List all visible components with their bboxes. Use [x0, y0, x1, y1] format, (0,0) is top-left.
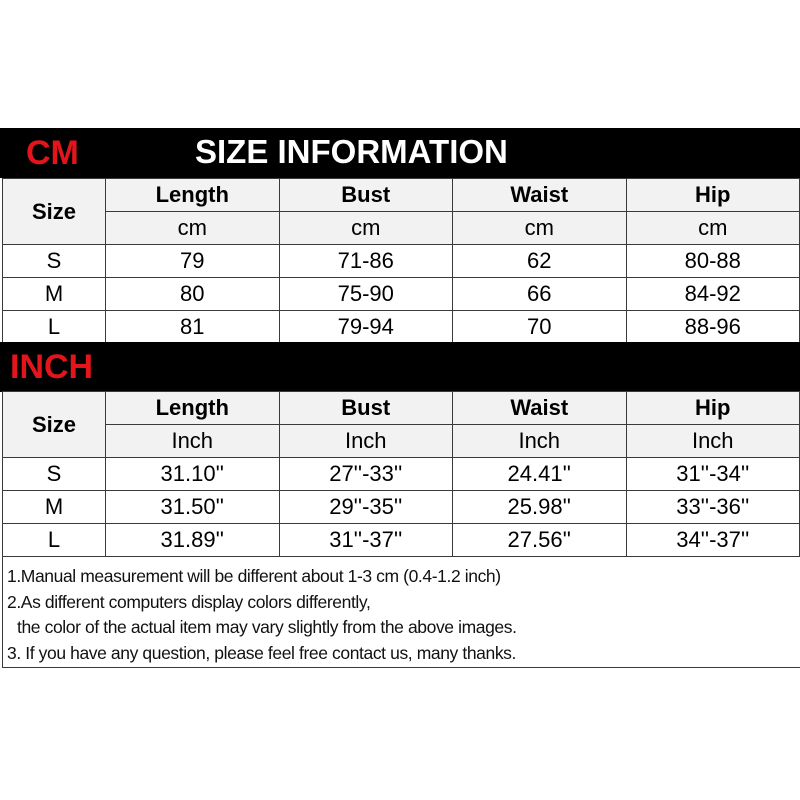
table-unit-row — [3, 212, 800, 245]
size-column-header: Size — [3, 179, 106, 245]
column-header-bust: Bust — [279, 179, 453, 212]
hip-cell: 80-88 — [626, 245, 800, 278]
size-cell: S — [3, 245, 106, 278]
size-cell: M — [3, 491, 106, 524]
table-row — [3, 491, 800, 524]
length-cell: 81 — [106, 311, 280, 344]
bust-cell: 29''-35'' — [279, 491, 453, 524]
bust-cell: 75-90 — [279, 278, 453, 311]
unit-cell: Inch — [106, 425, 280, 458]
table-row — [3, 524, 800, 557]
notes-box — [2, 556, 800, 668]
inch-section-banner — [0, 342, 800, 392]
column-header-waist: Waist — [453, 179, 627, 212]
length-cell: 31.10'' — [106, 458, 280, 491]
length-cell: 31.89'' — [106, 524, 280, 557]
hip-cell: 31''-34'' — [626, 458, 800, 491]
waist-cell: 27.56'' — [453, 524, 627, 557]
size-column-header: Size — [3, 392, 106, 458]
table-header-row — [3, 179, 800, 212]
column-header-hip: Hip — [626, 179, 800, 212]
inch-unit-label: INCH — [10, 348, 94, 386]
bust-cell: 71-86 — [279, 245, 453, 278]
waist-cell: 66 — [453, 278, 627, 311]
hip-cell: 34''-37'' — [626, 524, 800, 557]
size-cell: L — [3, 311, 106, 344]
table-header-row — [3, 392, 800, 425]
unit-cell: cm — [279, 212, 453, 245]
length-cell: 31.50'' — [106, 491, 280, 524]
waist-cell: 70 — [453, 311, 627, 344]
table-row — [3, 311, 800, 344]
table-row — [3, 245, 800, 278]
table-row — [3, 458, 800, 491]
note-1: 1.Manual measurement will be different about 1-3 cm (0.4-1.2 inch) — [7, 566, 501, 586]
waist-cell: 25.98'' — [453, 491, 627, 524]
cm-section-banner — [0, 128, 800, 178]
unit-cell: cm — [106, 212, 280, 245]
unit-cell: cm — [626, 212, 800, 245]
unit-cell: Inch — [279, 425, 453, 458]
column-header-bust: Bust — [279, 392, 453, 425]
hip-cell: 84-92 — [626, 278, 800, 311]
bust-cell: 27''-33'' — [279, 458, 453, 491]
size-information-title: SIZE INFORMATION — [195, 133, 508, 170]
bust-cell: 79-94 — [279, 311, 453, 344]
length-cell: 80 — [106, 278, 280, 311]
inch-size-table — [2, 391, 800, 557]
column-header-length: Length — [106, 392, 280, 425]
waist-cell: 62 — [453, 245, 627, 278]
column-header-length: Length — [106, 179, 280, 212]
cm-size-table — [2, 178, 800, 344]
size-cell: L — [3, 524, 106, 557]
cm-unit-label: CM — [26, 134, 79, 172]
bust-cell: 31''-37'' — [279, 524, 453, 557]
column-header-hip: Hip — [626, 392, 800, 425]
size-cell: M — [3, 278, 106, 311]
note-2: 2.As different computers display colors differently, — [7, 591, 371, 612]
unit-cell: Inch — [626, 425, 800, 458]
waist-cell: 24.41'' — [453, 458, 627, 491]
table-row — [3, 278, 800, 311]
note-2-continued: the color of the actual item may vary slightly from the above images. — [17, 617, 517, 637]
size-cell: S — [3, 458, 106, 491]
hip-cell: 88-96 — [626, 311, 800, 344]
hip-cell: 33''-36'' — [626, 491, 800, 524]
column-header-waist: Waist — [453, 392, 627, 425]
note-3: 3. If you have any question, please feel free contact us, many thanks. — [7, 642, 516, 663]
unit-cell: Inch — [453, 425, 627, 458]
unit-cell: cm — [453, 212, 627, 245]
length-cell: 79 — [106, 245, 280, 278]
table-unit-row — [3, 425, 800, 458]
